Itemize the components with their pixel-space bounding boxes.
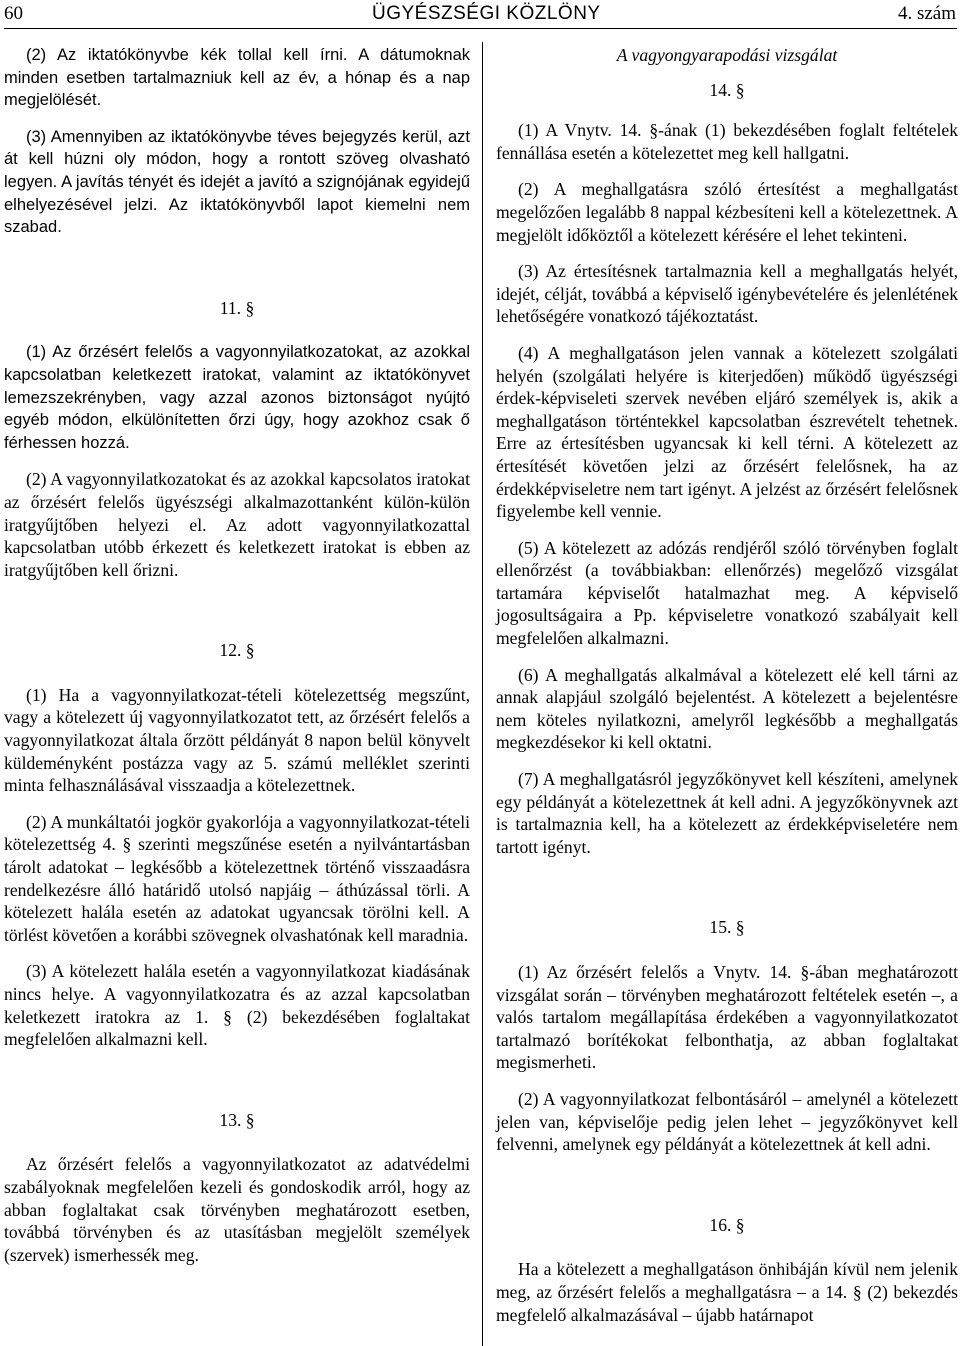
paragraph: (2) A munkáltatói jogkör gyakorlója a vagyonnyilatkozat-tételi kötelezettség 4. § szerinti megszűnése esetén a nyilvántartásban tárolt adatokat – legkésőbb a kötelezettnek történő visszaadásra rendelkezésre álló határidő utolsó napjáig – áthúzással törli. A kötelezett halála esetén az adatokat ugyancsak törölni kell. A törlést követően a korábbi szövegnek olvashatónak kell maradnia. bbox=[4, 811, 470, 945]
running-header bbox=[0, 0, 960, 30]
column-divider bbox=[482, 42, 483, 1346]
paragraph: Ha a kötelezett a meghallgatáson önhibáján kívül nem jelenik meg, az őrzésért felelős a meghallgatásra – a 14. § (2) bekezdés megfelelő alkalmazásával – újabb határnapot bbox=[496, 1259, 958, 1325]
paragraph: (6) A meghallgatás alkalmával a kötelezett elé kell tárni az annak alapjául szolgáló bejelentést. A kötelezett a bejelentésre nem köteles nyilatkozni, amelyről legkésőbb a meghallgatás megkezdésekor ki kell oktatni. bbox=[496, 664, 958, 753]
chapter-title: A vagyongyarapodási vizsgálat bbox=[616, 45, 838, 65]
section-heading-12: 12. § bbox=[219, 640, 255, 661]
paragraph: (1) Ha a vagyonnyilatkozat-tételi kötelezettség megszűnt, vagy a kötelezett új vagyonnyilatkozatot tett, az őrzésért felelős a vagyonnyilatkozat általa őrzött példányát 8 napon belül könyvelt küldeményként postázza vagy az 5. számú melléklet szerinti minta felhasználásával visszaadja a kötelezettnek. bbox=[4, 684, 470, 796]
section-heading-16: 16. § bbox=[709, 1214, 745, 1235]
paragraph: (3) Az értesítésnek tartalmaznia kell a meghallgatás helyét, idejét, célját, továbbá a képviselő igénybevételére és jelenlétének lehetőségére vonatkozó tájékoztatást. bbox=[496, 261, 958, 327]
paragraph: (5) A kötelezett az adózás rendjéről szóló törvényben foglalt ellenőrzést (a továbbiakban: ellenőrzés) megelőző vizsgálat tartamára képviselőt hatalmazhat meg. A képviselő jogosultságaira a Pp. képviseletre vonatkozó szabályait kell megfelelően alkalmazni. bbox=[496, 537, 958, 649]
section-heading-14: 14. § bbox=[709, 79, 745, 100]
paragraph: (4) A meghallgatáson jelen vannak a kötelezett szolgálati helyén (szolgálati helyére is kiterjedően) működő ügyészségi érdek-képviseleti szervek nevében eljáró személyek is, akik a meghallgatáson történtekkel kapcsolatban észrevételt tehetnek. Erre az értesítésben ugyancsak ki kell térni. A kötelezett az értesítését követően jelzi az őrzésért felelősnek, ha az érdekképviseletre nem tart igényt. A jelzést az őrzésért felelősnek figyelembe kell vennie. bbox=[496, 342, 958, 522]
paragraph: (7) A meghallgatásról jegyzőkönyvet kell készíteni, amelynek egy példányát a kötelezettnek át kell adni. A jegyzőkönyvnek azt is tartalmaznia kell, ha a kötelezett az érdekképviseletére nem tartott igényt. bbox=[496, 769, 958, 857]
paragraph: Az őrzésért felelős a vagyonnyilatkozatot az adatvédelmi szabályoknak megfelelően kezeli és gondoskodik arról, hogy az abban foglaltakat csak törvényben meghatározott esetben, továbbá törvényben és az utasításban megjelölt személyek (szervek) ismerhessék meg. bbox=[4, 1154, 470, 1265]
section-heading-13: 13. § bbox=[219, 1109, 255, 1130]
issue-number: 4. szám bbox=[897, 3, 956, 24]
paragraph: (2) A vagyonnyilatkozatokat és az azokkal kapcsolatos iratokat az őrzésért felelős ügyészségi alkalmazottanként külön-külön iratgyűjtőben helyezi el. Az adott vagyonnyilatkozattal kapcsolatban utóbb érkezett és keletkezett iratokat is ebben az iratgyűjtőben kell őrizni. bbox=[4, 469, 470, 580]
section-heading-11: 11. § bbox=[219, 297, 255, 318]
paragraph: (3) A kötelezett halála esetén a vagyonnyilatkozat kiadásának nincs helye. A vagyonnyilatkozatra és az azzal kapcsolatban keletkezett iratokra az 1. § (2) bekezdésében foglaltakat megfelelően alkalmazni kell. bbox=[4, 961, 470, 1050]
journal-title: ÜGYÉSZSÉGI KÖZLÖNY bbox=[372, 3, 601, 24]
paragraph: (1) Az őrzésért felelős a vagyonnyilatkozatokat, az azokkal kapcsolatban keletkezett iratokat, valamint az iktatókönyvet lemezszekrényben, vagy azzal azonos biztonságot nyújtó egyéb módon, elkülönítetten őrzi úgy, hogy azokhoz csak ő férhessen hozzá. bbox=[4, 343, 470, 452]
paragraph: (1) A Vnytv. 14. §-ának (1) bekezdésében foglalt feltételek fennállása esetén a kötelezettet meg kell hallgatni. bbox=[496, 120, 958, 163]
paragraph: (3) Amennyiben az iktatókönyvbe téves bejegyzés kerül, azt át kell húzni oly módon, hogy a rontott szöveg olvasható legyen. A javítás tényét és idejét a javító a szignójának egyidejű elhelyezésével jelzi. Az iktatókönyvből lapot kiemelni nem szabad. bbox=[4, 127, 470, 237]
section-heading-15: 15. § bbox=[709, 917, 745, 938]
header-rule bbox=[4, 28, 957, 29]
paragraph: (2) A meghallgatásra szóló értesítést a meghallgatást megelőzően legalább 8 nappal kézbesíteni kell a kötelezettnek. A megjelölt időköztől a kötelezett kérésére el lehet tekinteni. bbox=[496, 179, 958, 245]
left-column bbox=[4, 44, 470, 1280]
right-column bbox=[496, 44, 958, 1340]
paragraph: (2) Az iktatókönyvbe kék tollal kell írni. A dátumoknak minden esetben tartalmazniuk kell az év, a hónap és a nap megjelölését. bbox=[4, 46, 470, 110]
page-number: 60 bbox=[4, 3, 23, 24]
paragraph: (1) Az őrzésért felelős a Vnytv. 14. §-ában meghatározott vizsgálat során – törvényben meghatározott feltételek esetén –, a valós tartalom megállapítása érdekében a vagyonnyilatkozatot tartalmazó borítékokat felbonthatja, az abban foglaltakat megismerheti. bbox=[496, 962, 958, 1073]
paragraph: (2) A vagyonnyilatkozat felbontásáról – amelynél a kötelezett jelen van, képviselője pedig jelen lehet – jegyzőkönyvet kell felvenni, amelynek egy példányát a kötelezettnek át kell adni. bbox=[496, 1088, 958, 1155]
